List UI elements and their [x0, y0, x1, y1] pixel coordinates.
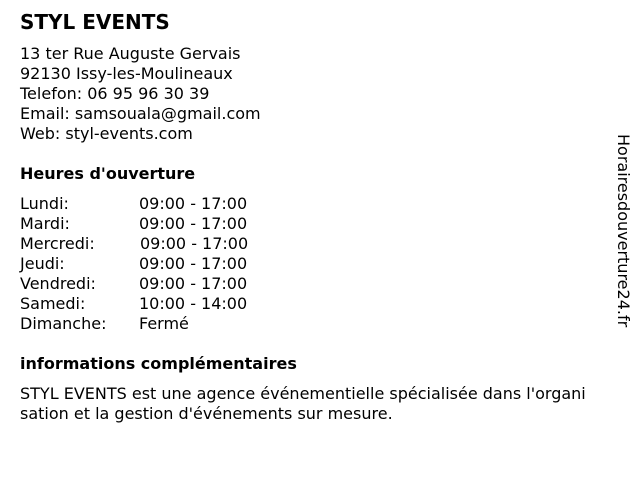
day-label: Lundi:	[20, 194, 69, 213]
email-text: Email: samsouala@gmail.com	[20, 104, 261, 123]
additional-info-heading: informations complémentaires	[20, 354, 297, 373]
phone-text: Telefon: 06 95 96 30 39	[20, 84, 210, 103]
time-value: Fermé	[139, 314, 189, 333]
time-value: 10:00 - 14:00	[139, 294, 248, 313]
hours-row-vendredi	[20, 274, 320, 294]
hours-row-dimanche	[20, 314, 320, 334]
opening-hours-heading: Heures d'ouverture	[20, 164, 196, 183]
opening-hours-table	[20, 194, 320, 334]
hours-row-mercredi	[20, 234, 320, 254]
time-value: 09:00 - 17:00	[139, 254, 248, 273]
day-label: Mercredi:	[20, 234, 95, 253]
hours-row-lundi	[20, 194, 320, 214]
site-watermark-text: Horairesdouverture24.fr	[614, 134, 633, 328]
web-text: Web: styl-events.com	[20, 124, 193, 143]
site-watermark	[612, 134, 634, 344]
address-line-city: 92130 Issy-les-Moulineaux	[20, 64, 233, 83]
business-description: STYL EVENTS est une agence événementielle spécialisée dans l'organisation et la gestion d'événements sur mesure.	[20, 384, 586, 423]
business-name: STYL EVENTS	[20, 10, 170, 34]
day-label: Mardi:	[20, 214, 70, 233]
hours-row-samedi	[20, 294, 320, 314]
time-value: 09:00 - 17:00	[140, 234, 249, 253]
contact-block	[20, 44, 261, 144]
time-value: 09:00 - 17:00	[139, 274, 248, 293]
day-label: Jeudi:	[20, 254, 65, 273]
day-label: Samedi:	[20, 294, 86, 313]
address-line-street: 13 ter Rue Auguste Gervais	[20, 44, 241, 63]
hours-row-jeudi	[20, 254, 320, 274]
time-value: 09:00 - 17:00	[139, 214, 248, 233]
hours-row-mardi	[20, 214, 320, 234]
time-value: 09:00 - 17:00	[139, 194, 248, 213]
day-label: Vendredi:	[20, 274, 96, 293]
day-label: Dimanche:	[20, 314, 107, 333]
